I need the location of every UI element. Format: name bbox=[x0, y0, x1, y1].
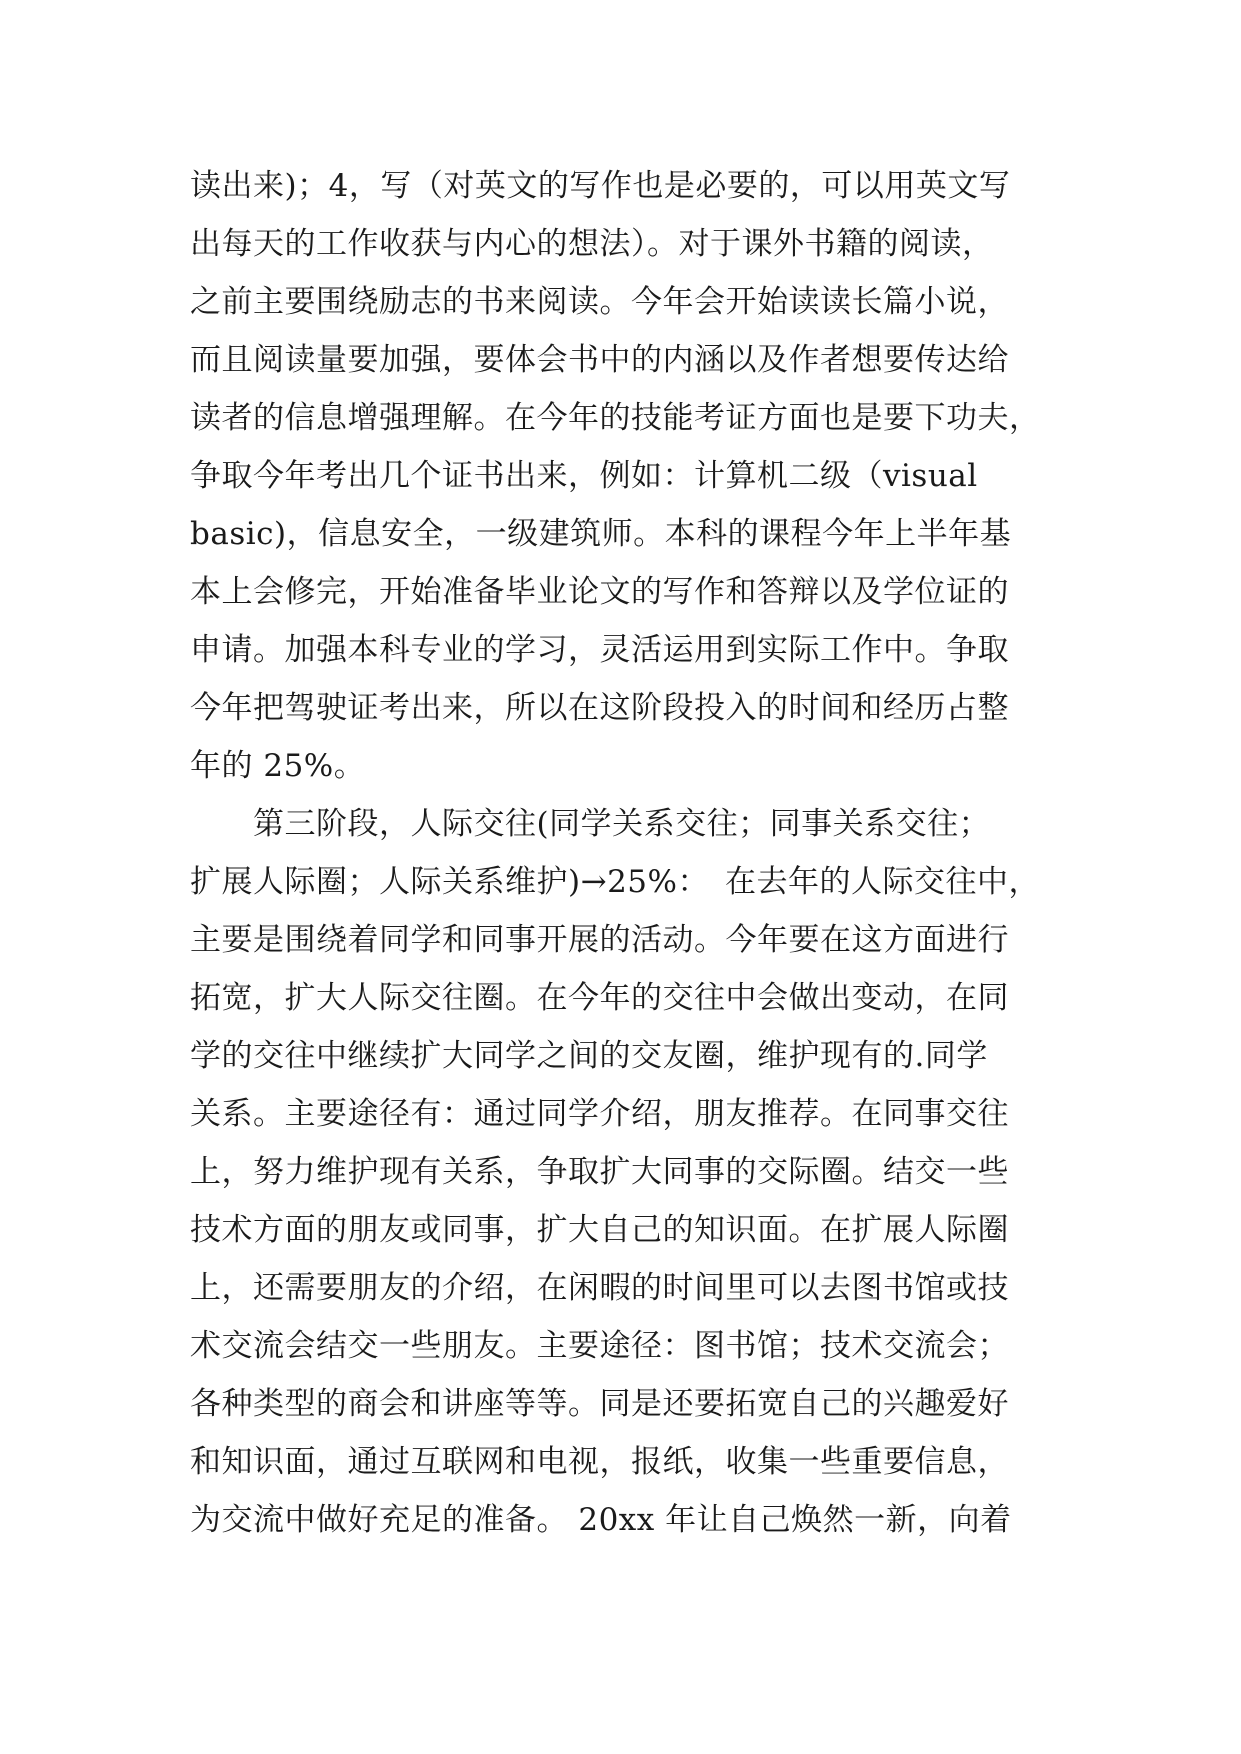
text-line: 出每天的工作收获与内心的想法）。对于课外书籍的阅读， bbox=[190, 226, 994, 262]
section-heading-line: 第三阶段，人际交往(同学关系交往；同事关系交往； bbox=[190, 806, 991, 842]
document-body bbox=[190, 157, 1070, 1549]
text-line: 术交流会结交一些朋友。主要途径：图书馆；技术交流会； bbox=[190, 1328, 1009, 1364]
text-line: 而且阅读量要加强，要体会书中的内涵以及作者想要传达给 bbox=[190, 342, 1009, 378]
text-line: 和知识面，通过互联网和电视，报纸，收集一些重要信息， bbox=[190, 1444, 1009, 1480]
text-line: 读出来)；4，写（对英文的写作也是必要的，可以用英文写 bbox=[190, 168, 1011, 204]
text-line: 为交流中做好充足的准备。 20xx 年让自己焕然一新，向着 bbox=[190, 1502, 1012, 1538]
text-line: 扩展人际圈；人际关系维护)→25%： 在去年的人际交往中， bbox=[190, 864, 1040, 900]
text-line: 各种类型的商会和讲座等等。同是还要拓宽自己的兴趣爱好 bbox=[190, 1386, 1009, 1422]
text-line: 学的交往中继续扩大同学之间的交友圈，维护现有的.同学 bbox=[190, 1038, 988, 1074]
text-line: 拓宽，扩大人际交往圈。在今年的交往中会做出变动，在同 bbox=[190, 980, 1009, 1016]
text-line: 主要是围绕着同学和同事开展的活动。今年要在这方面进行 bbox=[190, 922, 1009, 958]
text-line: 上，努力维护现有关系，争取扩大同事的交际圈。结交一些 bbox=[190, 1154, 1009, 1190]
text-line: 上，还需要朋友的介绍，在闲暇的时间里可以去图书馆或技 bbox=[190, 1270, 1009, 1306]
text-line: 今年把驾驶证考出来，所以在这阶段投入的时间和经历占整 bbox=[190, 690, 1009, 726]
text-line: 之前主要围绕励志的书来阅读。今年会开始读读长篇小说， bbox=[190, 284, 1009, 320]
text-line: 年的 25%。 bbox=[190, 748, 366, 784]
text-line: basic)，信息安全，一级建筑师。本科的课程今年上半年基 bbox=[190, 516, 1012, 552]
text-line: 关系。主要途径有：通过同学介绍，朋友推荐。在同事交往 bbox=[190, 1096, 1009, 1132]
text-line: 本上会修完，开始准备毕业论文的写作和答辩以及学位证的 bbox=[190, 574, 1009, 610]
text-line: 争取今年考出几个证书出来，例如：计算机二级（visual bbox=[190, 458, 978, 494]
text-line: 技术方面的朋友或同事，扩大自己的知识面。在扩展人际圈 bbox=[190, 1212, 1009, 1248]
text-line: 读者的信息增强理解。在今年的技能考证方面也是要下功夫， bbox=[190, 400, 1041, 436]
text-line: 申请。加强本科专业的学习，灵活运用到实际工作中。争取 bbox=[190, 632, 1009, 668]
